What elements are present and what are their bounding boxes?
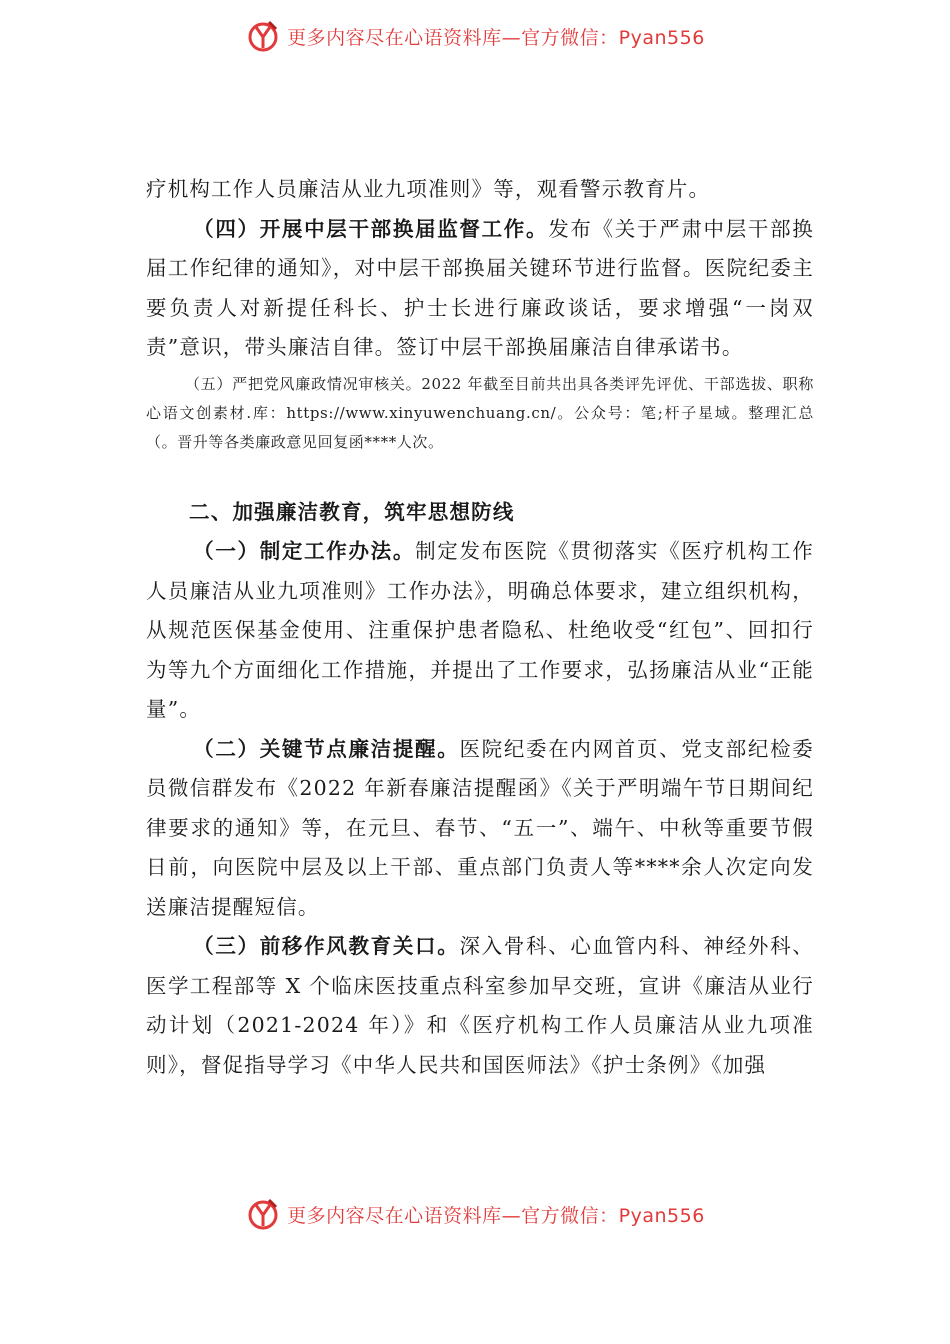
paragraph-work-method: [146, 532, 814, 730]
document-body: [146, 170, 814, 1085]
paragraph-text: 深入骨科、心血管内科、神经外科、医学工程部等 X 个临床医技重点科室参加早交班，宣讲《廉洁从业行动计划（2021-2024 年）》和《医疗机构工作人员廉洁从业九项准则》，督促指导学习《中华人民共和国医师法》《护士条例》《加强: [146, 934, 814, 1077]
paragraph-key-reminders: [146, 730, 814, 928]
paragraph-text: 制定发布医院《贯彻落实《医疗机构工作人员廉洁从业九项准则》工作办法》，明确总体要求，建立组织机构，从规范医保基金使用、注重保护患者隐私、杜绝收受“红包”、回扣行为等九个方面细化工作措施，并提出了工作要求，弘扬廉洁从业“正能量”。: [146, 539, 815, 721]
header-watermark-banner: [0, 16, 950, 56]
paragraph-continuation: 疗机构工作人员廉洁从业九项准则》等，观看警示教育片。: [146, 177, 711, 201]
watermark-text: 更多内容尽在心语资料库—官方微信：Pyan556: [287, 1204, 705, 1227]
watermark-text: 更多内容尽在心语资料库—官方微信：Pyan556: [287, 26, 705, 49]
paragraph-text: 医院纪委在内网首页、党支部纪检委员微信群发布《2022 年新春廉洁提醒函》《关于严明端午节日期间纪律要求的通知》等，在元旦、春节、“五一”、端午、中秋等重要节假日前，向医院中层及以上干部、重点部门负责人等****余人次定向发送廉洁提醒短信。: [146, 736, 814, 919]
paragraph-title: （一）制定工作办法。: [193, 539, 416, 563]
footer-watermark-banner: [0, 1194, 950, 1234]
paragraph-title: （三）前移作风教育关口。: [193, 934, 460, 958]
paragraph-integrity-review: （五）严把党风廉政情况审核关。2022 年截至目前共出具各类评先评优、干部选拔、职称心语文创素材.库：https://www.xinyuwenchuang.cn/。公众号：笔;杆子星域。整理汇总（。晋升等各类廉政意见回复函****人次。: [146, 374, 814, 451]
paragraph-text: 发布《关于严肃中层干部换届工作纪律的通知》，对中层干部换届关键环节进行监督。医院纪委主要负责人对新提任科长、护士长进行廉政谈话，要求增强“一岗双责”意识，带头廉洁自律。签订中层干部换届廉洁自律承诺书。: [146, 216, 815, 359]
paragraph-title: （二）关键节点廉洁提醒。: [193, 736, 460, 761]
brand-logo-icon: [245, 1196, 281, 1232]
paragraph-title: （四）开展中层干部换届监督工作。: [193, 216, 549, 241]
paragraph-education-frontline: [146, 927, 814, 1085]
brand-logo-icon: [245, 18, 281, 54]
paragraph-midlevel-supervision: [146, 210, 814, 368]
section-heading: 二、加强廉洁教育，筑牢思想防线: [189, 499, 515, 524]
